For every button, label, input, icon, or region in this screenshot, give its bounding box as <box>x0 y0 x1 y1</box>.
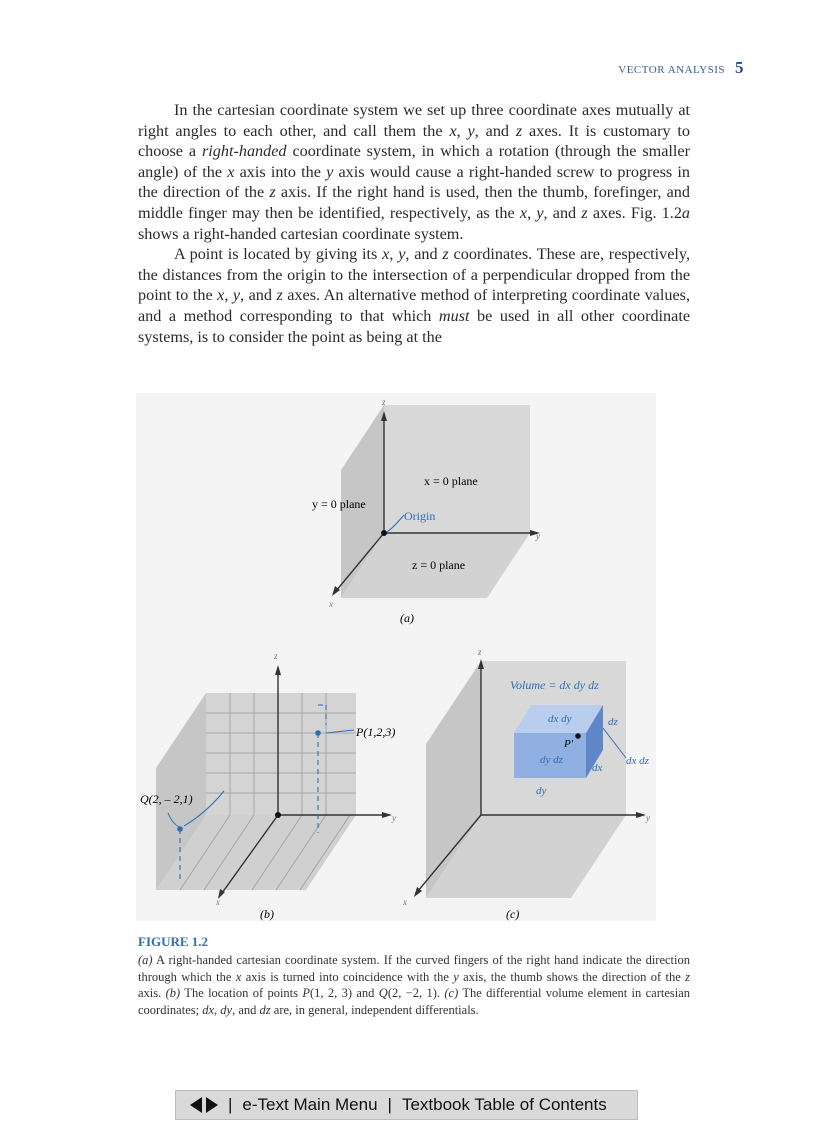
italic-run: dz <box>259 1002 271 1017</box>
text-run: axis. <box>138 986 166 1001</box>
etext-main-menu-link[interactable]: e-Text Main Menu <box>242 1095 378 1114</box>
text-run: , and <box>232 1002 260 1017</box>
running-head <box>618 58 744 78</box>
y-plane-label: y = 0 plane <box>312 497 366 511</box>
dydz-label: dy dz <box>540 754 563 766</box>
navigation-bar <box>175 1090 638 1120</box>
dx-label: dx <box>592 762 603 774</box>
z-plane-label: z = 0 plane <box>412 558 466 572</box>
italic-run: y <box>536 203 544 222</box>
origin-point <box>381 530 387 536</box>
italic-run: (c) <box>444 986 459 1001</box>
text-run: , <box>214 1002 221 1017</box>
italic-run: x <box>227 162 235 181</box>
panel-b-label: (b) <box>260 907 274 921</box>
italic-run: (b) <box>165 986 181 1001</box>
point-p-prime <box>575 733 581 739</box>
text-run: (1, 2, 3) and <box>310 986 379 1001</box>
italic-run: P <box>302 986 311 1001</box>
text-run: , and <box>474 121 516 140</box>
italic-run: y <box>232 286 241 305</box>
panel-c-label: (c) <box>506 907 520 921</box>
italic-run: x <box>519 203 528 222</box>
paragraph <box>138 100 690 244</box>
italic-run: a <box>681 203 691 222</box>
z-label-a: z <box>382 397 386 407</box>
text-run: axis, the thumb shows the direction of the <box>458 969 686 984</box>
italic-run: right-handed <box>201 142 287 161</box>
volume-label: Volume = dx dy dz <box>510 678 599 692</box>
z-label-b: z <box>274 651 278 661</box>
text-run: (2, −2, 1). <box>387 986 445 1001</box>
italic-run: dx <box>202 1002 215 1017</box>
origin-b <box>275 812 281 818</box>
x-label-c: x <box>403 897 407 907</box>
text-run: A point is located by giving its <box>174 245 383 264</box>
text-run: , <box>456 121 468 140</box>
italic-run: z <box>515 121 523 140</box>
y-label-a: y <box>536 531 540 541</box>
italic-run: y <box>453 969 459 984</box>
text-run: axis. If the right hand is used, then the thumb, forefinger, and middle finger may then be identified, respectively, as the <box>138 183 690 222</box>
dy-label: dy <box>536 785 547 797</box>
italic-run: (a) <box>138 953 153 968</box>
italic-run: z <box>269 183 276 202</box>
body-text <box>138 100 690 347</box>
x-plane-label: x = 0 plane <box>424 474 478 488</box>
text-run: , and <box>405 245 443 264</box>
text-run: , <box>224 286 233 305</box>
text-run: , and <box>543 203 582 222</box>
text-run: are, in general, independent differentials. <box>270 1002 479 1017</box>
text-run: In the cartesian coordinate system we set up three coordinate axes mutually at right angles to each other, and call them the <box>138 101 690 140</box>
y-label-b: y <box>392 813 396 823</box>
italic-run: x <box>217 286 225 305</box>
italic-run: z <box>685 969 690 984</box>
italic-run: dy <box>220 1002 233 1017</box>
italic-run: y <box>398 245 406 264</box>
text-run: coordinate system, in which a rotation (through the smaller angle) of the <box>138 142 690 181</box>
y-label-c: y <box>646 813 650 823</box>
nav-separator: | <box>228 1095 233 1114</box>
nav-separator: | <box>387 1095 392 1114</box>
text-run: be used in all other coordinate systems, is to consider the point as being at the <box>138 306 691 346</box>
italic-run: x <box>382 245 390 264</box>
origin-label: Origin <box>404 509 436 523</box>
dz-label: dz <box>608 716 618 728</box>
italic-run: y <box>326 162 334 181</box>
b-back-plane <box>206 693 356 815</box>
text-run: axis into the <box>234 162 327 181</box>
text-run: axis would cause a right-handed screw to progress in the direction of the <box>138 162 690 202</box>
text-run: shows a right-handed cartesian coordinate system. <box>138 224 464 243</box>
italic-run: x <box>235 969 242 984</box>
z-label-c: z <box>478 647 482 657</box>
text-run: axis is turned into coincidence with the <box>241 969 454 984</box>
text-run: , <box>389 245 399 264</box>
x-label-a: x <box>329 599 333 609</box>
paragraph <box>138 244 690 347</box>
text-run: , and <box>240 286 277 305</box>
text-run: axes. An alternative method of interpreting coordinate values, and a method corresponding to that which <box>138 286 690 325</box>
text-run: coordinates. These are, respectively, the distances from the origin to the intersection of a perpendicular dropped from the point to the <box>138 245 690 305</box>
text-run: A right-handed cartesian coordinate system. If the curved fingers of the right hand indicate the direction through which the <box>138 953 690 984</box>
panel-a-label: (a) <box>400 611 414 625</box>
page-number: 5 <box>735 58 744 77</box>
italic-run: z <box>276 286 283 305</box>
italic-run: z <box>581 203 588 222</box>
italic-run: z <box>442 245 449 264</box>
italic-run: must <box>438 306 470 325</box>
next-page-icon[interactable] <box>206 1097 218 1113</box>
x-label-b: x <box>216 897 220 907</box>
point-p <box>315 730 321 736</box>
italic-run: y <box>467 121 475 140</box>
figure-1-2 <box>136 393 656 921</box>
dxdy-label: dx dy <box>548 713 572 725</box>
italic-run: Q <box>378 986 388 1001</box>
previous-page-icon[interactable] <box>190 1097 202 1113</box>
text-run: The location of points <box>180 986 303 1001</box>
section-title: VECTOR ANALYSIS <box>618 64 725 76</box>
figure-title: FIGURE 1.2 <box>138 934 209 949</box>
point-p-label: P(1,2,3) <box>356 725 396 739</box>
point-q-label: Q(2, – 2,1) <box>140 792 193 806</box>
text-run: axes. Fig. 1.2 <box>587 203 682 222</box>
italic-run: x <box>449 121 457 140</box>
dxdz-label: dx dz <box>626 755 649 767</box>
caption-text <box>138 952 690 1018</box>
table-of-contents-link[interactable]: Textbook Table of Contents <box>401 1095 607 1114</box>
point-q <box>177 826 183 832</box>
text-run: The differential volume element in cartesian coordinates; <box>138 986 691 1017</box>
text-run: , <box>527 203 537 222</box>
p-prime-label: P′ <box>564 738 574 750</box>
figure-caption <box>138 934 690 1018</box>
text-run: axes. It is customary to choose a <box>138 121 690 161</box>
